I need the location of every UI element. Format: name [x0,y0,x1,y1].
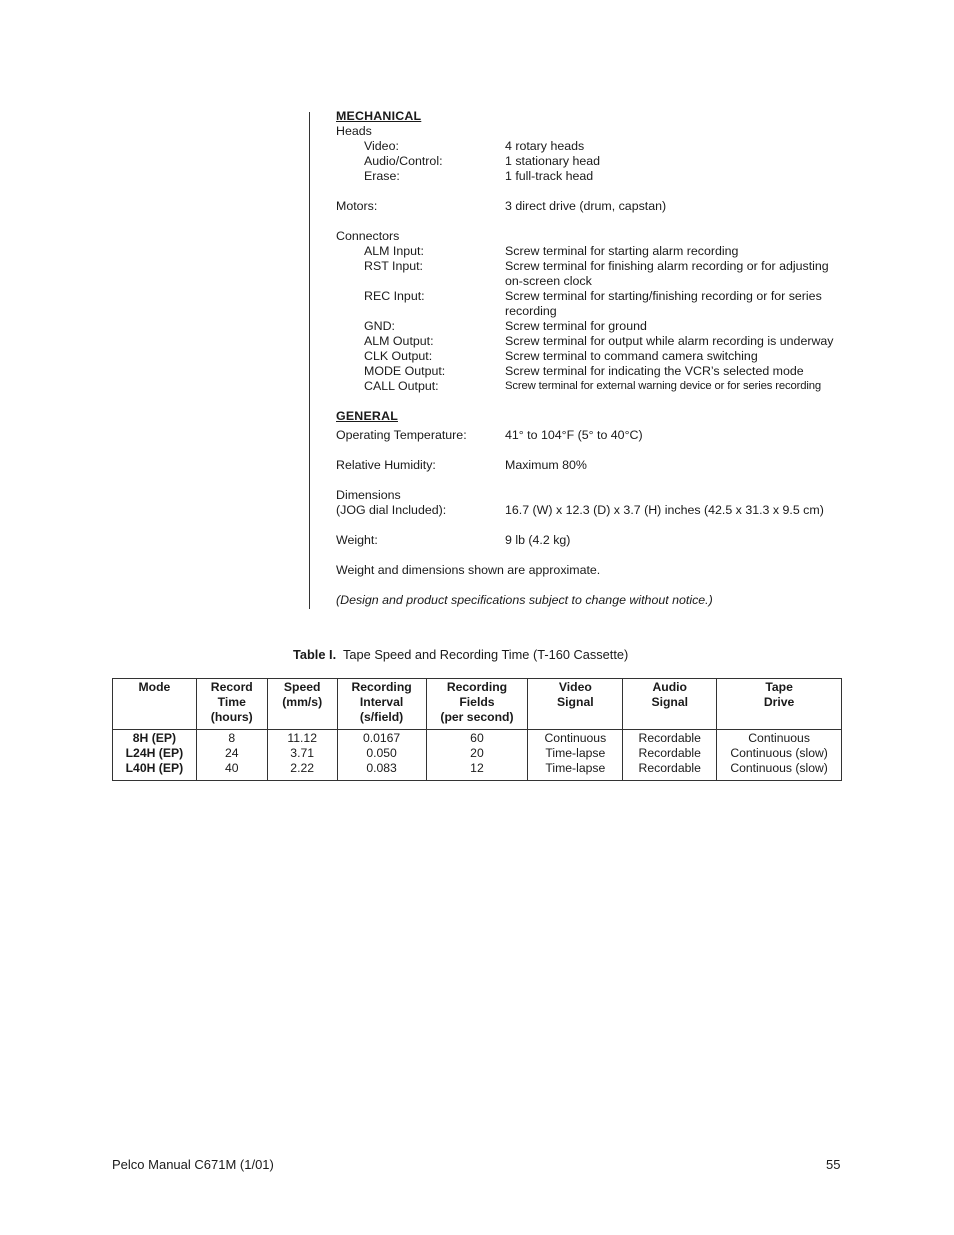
spec-value: 41° to 104°F (5° to 40°C) [505,428,643,442]
table-cell-audio-signal: Recordable Recordable Recordable [623,730,717,781]
spec-label: Audio/Control: [364,154,443,168]
table-caption-text: Tape Speed and Recording Time (T-160 Cassette) [343,647,629,662]
spec-label: (JOG dial Included): [336,503,447,517]
spec-label: REC Input: [364,289,425,303]
table-cell-interval: 0.0167 0.050 0.083 [337,730,426,781]
mechanical-heading: MECHANICAL [336,109,422,123]
specifications-section [336,109,856,608]
spec-value: Screw terminal for ground [505,319,647,333]
spec-value: Maximum 80% [505,458,587,472]
disclaimer-note: (Design and product specifications subject to change without notice.) [336,593,713,607]
heads-label: Heads [336,124,372,138]
spec-value: Screw terminal for output while alarm recording is underway [505,334,834,348]
spec-label: Weight: [336,533,378,547]
table-caption [293,647,628,662]
spec-label: Relative Humidity: [336,458,436,472]
spec-label: Video: [364,139,399,153]
table-cell-record-time: 8 24 40 [196,730,267,781]
table-cell-video-signal: Continuous Time-lapse Time-lapse [528,730,623,781]
page-number: 55 [826,1157,841,1172]
table-cell-mode: 8H (EP) L24H (EP) L40H (EP) [113,730,197,781]
spec-value: 16.7 (W) x 12.3 (D) x 3.7 (H) inches (42.5 x 31.3 x 9.5 cm) [505,503,824,517]
spec-value: 9 lb (4.2 kg) [505,533,571,547]
margin-rule [309,112,310,609]
spec-label: Erase: [364,169,400,183]
spec-label: CALL Output: [364,379,439,393]
column-header-mode: Mode [113,679,197,730]
spec-label: Operating Temperature: [336,428,467,442]
spec-value: 1 stationary head [505,154,601,168]
table-cell-speed: 11.12 3.71 2.22 [267,730,337,781]
table-row [113,730,842,781]
spec-value: 3 direct drive (drum, capstan) [505,199,667,213]
tape-speed-table [112,678,842,781]
spec-value: Screw terminal for indicating the VCR’s selected mode [505,364,804,378]
spec-label: GND: [364,319,395,333]
column-header-speed: Speed (mm/s) [267,679,337,730]
table-caption-label: Table I. [293,647,337,662]
spec-label: RST Input: [364,259,424,273]
column-header-tape-drive: Tape Drive [717,679,842,730]
general-heading: GENERAL [336,409,398,423]
table-cell-tape-drive: Continuous Continuous (slow) Continuous (slow) [717,730,842,781]
spec-value: Screw terminal for starting/finishing recording or for series recording [505,289,822,318]
column-header-audio-signal: Audio Signal [623,679,717,730]
column-header-recording-fields: Recording Fields (per second) [426,679,528,730]
table-header-row [113,679,842,730]
approximate-note: Weight and dimensions shown are approximate. [336,563,601,577]
spec-value: Screw terminal for external warning device or for series recording [505,380,821,392]
spec-label: ALM Input: [364,244,424,258]
spec-value: Screw terminal for finishing alarm recording or for adjusting on-screen clock [505,259,829,288]
column-header-record-time: Record Time (hours) [196,679,267,730]
column-header-video-signal: Video Signal [528,679,623,730]
spec-value: Screw terminal to command camera switching [505,349,758,363]
connectors-label: Connectors [336,229,400,243]
spec-label: Motors: [336,199,378,213]
dimensions-label: Dimensions [336,488,401,502]
footer-manual-id: Pelco Manual C671M (1/01) [112,1157,274,1172]
spec-label: CLK Output: [364,349,433,363]
spec-label: MODE Output: [364,364,446,378]
spec-value: 1 full-track head [505,169,594,183]
column-header-recording-interval: Recording Interval (s/field) [337,679,426,730]
spec-label: ALM Output: [364,334,434,348]
spec-value: 4 rotary heads [505,139,585,153]
spec-value: Screw terminal for starting alarm recording [505,244,739,258]
table-cell-fields: 60 20 12 [426,730,528,781]
